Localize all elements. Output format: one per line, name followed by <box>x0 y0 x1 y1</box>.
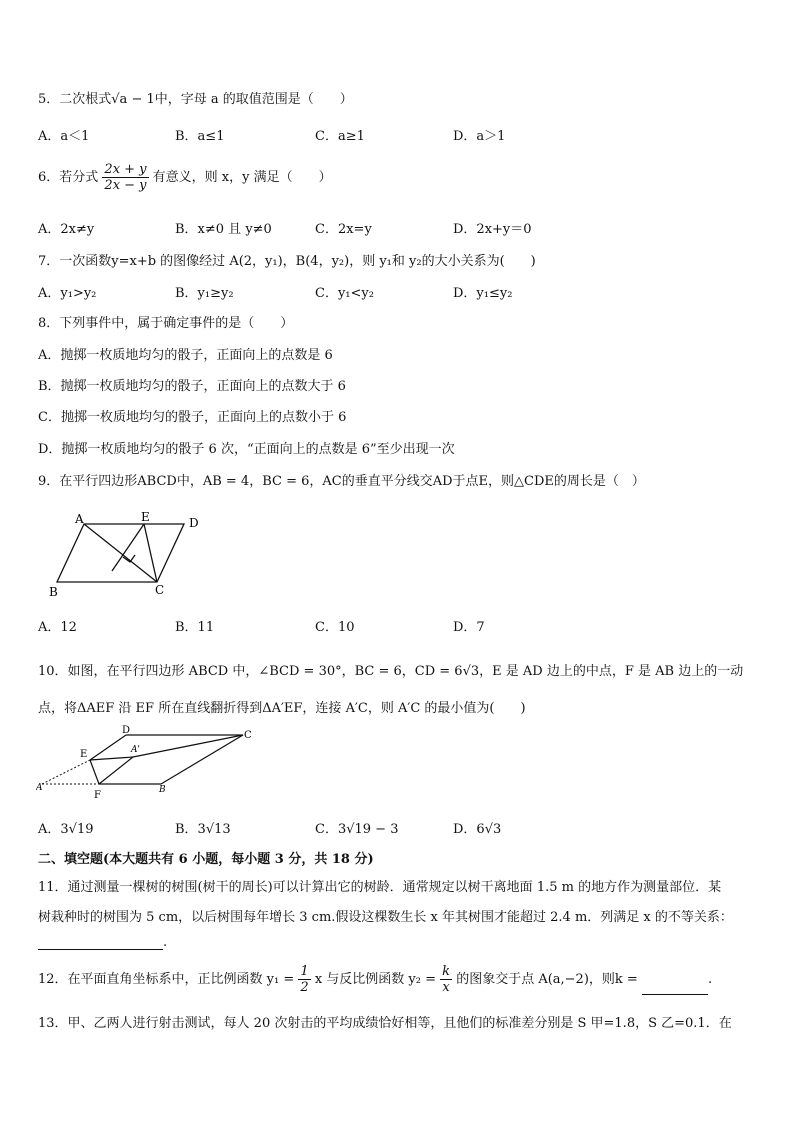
q12-stem <box>38 964 712 995</box>
q6-stem-after: 有意义，则 x，y 满足（ ） <box>152 170 332 185</box>
q10-line2: 点，将ΔAEF 沿 EF 所在直线翻折得到ΔA′EF，连接 A′C，则 A′C 的最小值为( ) <box>38 701 526 716</box>
q7-option-b: B．y₁≥y₂ <box>175 286 234 301</box>
q12-fraction-1 <box>298 964 310 995</box>
q10-option-c: C．3√19 − 3 <box>315 822 399 837</box>
q6-stem <box>38 162 332 193</box>
q10-label-b: B <box>159 785 166 795</box>
q6-frac-denominator: 2x − y <box>104 178 147 193</box>
q5-option-c: C．a≥1 <box>315 129 365 144</box>
q10-label-d: D <box>122 725 131 736</box>
q10-option-b: B．3√13 <box>175 822 231 837</box>
q10-option-a: A．3√19 <box>38 822 94 837</box>
q10-label-c: C <box>244 730 252 741</box>
q8-option-c: C．抛掷一枚质地均匀的骰子，正面向上的点数小于 6 <box>38 410 347 425</box>
q11-answer-line <box>38 933 167 950</box>
q12-end: . <box>707 972 713 987</box>
q10-label-e: E <box>80 749 88 760</box>
q12-frac1-denominator: 2 <box>300 980 309 995</box>
q12-frac1-numerator: 1 <box>300 964 309 979</box>
q12-fraction-2 <box>440 964 452 995</box>
q9-label-c: C <box>155 583 165 597</box>
q5-options <box>38 125 758 145</box>
q8-option-a: A．抛掷一枚质地均匀的骰子，正面向上的点数是 6 <box>38 348 333 363</box>
q11-line2: 树栽种时的树围为 5 cm，以后树围每年增长 3 cm.假设这棵数生长 x 年其树围才能超过 2.4 m．列满足 x 的不等关系： <box>38 910 733 925</box>
q6-option-a: A．2x≠y <box>38 222 95 237</box>
q6-frac-numerator: 2x + y <box>104 162 147 177</box>
q5-stem: 5．二次根式√a − 1中，字母 a 的取值范围是（ ） <box>38 92 353 107</box>
q5-option-b: B．a≤1 <box>175 129 225 144</box>
q5-option-d: D．a＞1 <box>453 129 506 144</box>
q12-frac2-numerator: k <box>442 964 451 979</box>
q11-end: . <box>163 935 168 950</box>
q10-label-f: F <box>94 790 101 801</box>
q12-text-b: x 与反比例函数 y₂ = <box>314 972 437 987</box>
q9-label-a: A <box>75 512 84 526</box>
q9-options <box>38 616 758 636</box>
q7-stem: 7．一次函数y=x+b 的图像经过 A(2，y₁)，B(4，y₂)，则 y₁和 y₂的大小关系为( ) <box>38 254 536 269</box>
section2-heading: 二、填空题(本大题共有 6 小题，每小题 3 分，共 18 分) <box>38 852 374 867</box>
q12-text-a: 12．在平面直角坐标系中，正比例函数 y₁ = <box>38 972 295 987</box>
q10-option-d: D．6√3 <box>453 822 502 837</box>
q8-option-b: B．抛掷一枚质地均匀的骰子，正面向上的点数大于 6 <box>38 379 346 394</box>
q9-label-e: E <box>141 510 150 524</box>
q9-stem: 9．在平行四边形ABCD中，AB = 4，BC = 6，AC的垂直平分线交AD于点E，则△CDE的周长是（ ） <box>38 474 645 489</box>
q9-option-c: C．10 <box>315 620 355 635</box>
q10-line1: 10．如图，在平行四边形 ABCD 中，∠BCD = 30°，BC = 6，CD = 6√3，E 是 AD 边上的中点，F 是 AB 边上的一动 <box>38 664 744 679</box>
q8-option-d: D．抛掷一枚质地均匀的骰子 6 次，“正面向上的点数是 6”至少出现一次 <box>38 442 455 457</box>
q12-answer-blank[interactable] <box>642 980 708 995</box>
q12-frac2-denominator: x <box>442 980 450 995</box>
q6-option-c: C．2x=y <box>315 222 372 237</box>
q13-text: 13．甲、乙两人进行射击测试，每人 20 次射击的平均成绩恰好相等，且他们的标准差分别是 S 甲=1.8，S 乙=0.1．在 <box>38 1016 732 1031</box>
q9-label-d: D <box>189 516 199 530</box>
q7-option-c: C．y₁<y₂ <box>315 286 374 301</box>
q6-stem-before: 6．若分式 <box>38 170 99 185</box>
q6-option-d: D．2x+y＝0 <box>453 222 532 237</box>
q5-option-a: A．a＜1 <box>38 129 90 144</box>
q12-text-c: 的图象交于点 A(a,−2)，则k = <box>456 972 638 987</box>
q11-line1: 11．通过测量一棵树的树围(树干的周长)可以计算出它的树龄．通常规定以树干离地面 1.5 m 的地方作为测量部位．某 <box>38 880 722 895</box>
q10-label-a-prime: A' <box>131 745 140 755</box>
q11-answer-blank[interactable] <box>38 933 163 950</box>
q6-fraction <box>102 162 148 193</box>
q6-option-b: B．x≠0 且 y≠0 <box>175 222 272 237</box>
q8-stem: 8．下列事件中，属于确定事件的是（ ） <box>38 316 294 331</box>
q7-option-d: D．y₁≤y₂ <box>453 286 513 301</box>
q6-options <box>38 218 758 238</box>
q9-option-a: A．12 <box>38 620 77 635</box>
q9-parallelogram-figure <box>40 508 215 600</box>
q7-options <box>38 282 758 302</box>
q9-option-d: D．7 <box>453 620 485 635</box>
q10-options <box>38 818 758 838</box>
q9-option-b: B．11 <box>175 620 215 635</box>
q10-parallelogram-figure <box>36 724 261 804</box>
q9-label-b: B <box>49 585 58 599</box>
q7-option-a: A．y₁>y₂ <box>38 286 97 301</box>
q10-label-a: A <box>36 783 43 793</box>
